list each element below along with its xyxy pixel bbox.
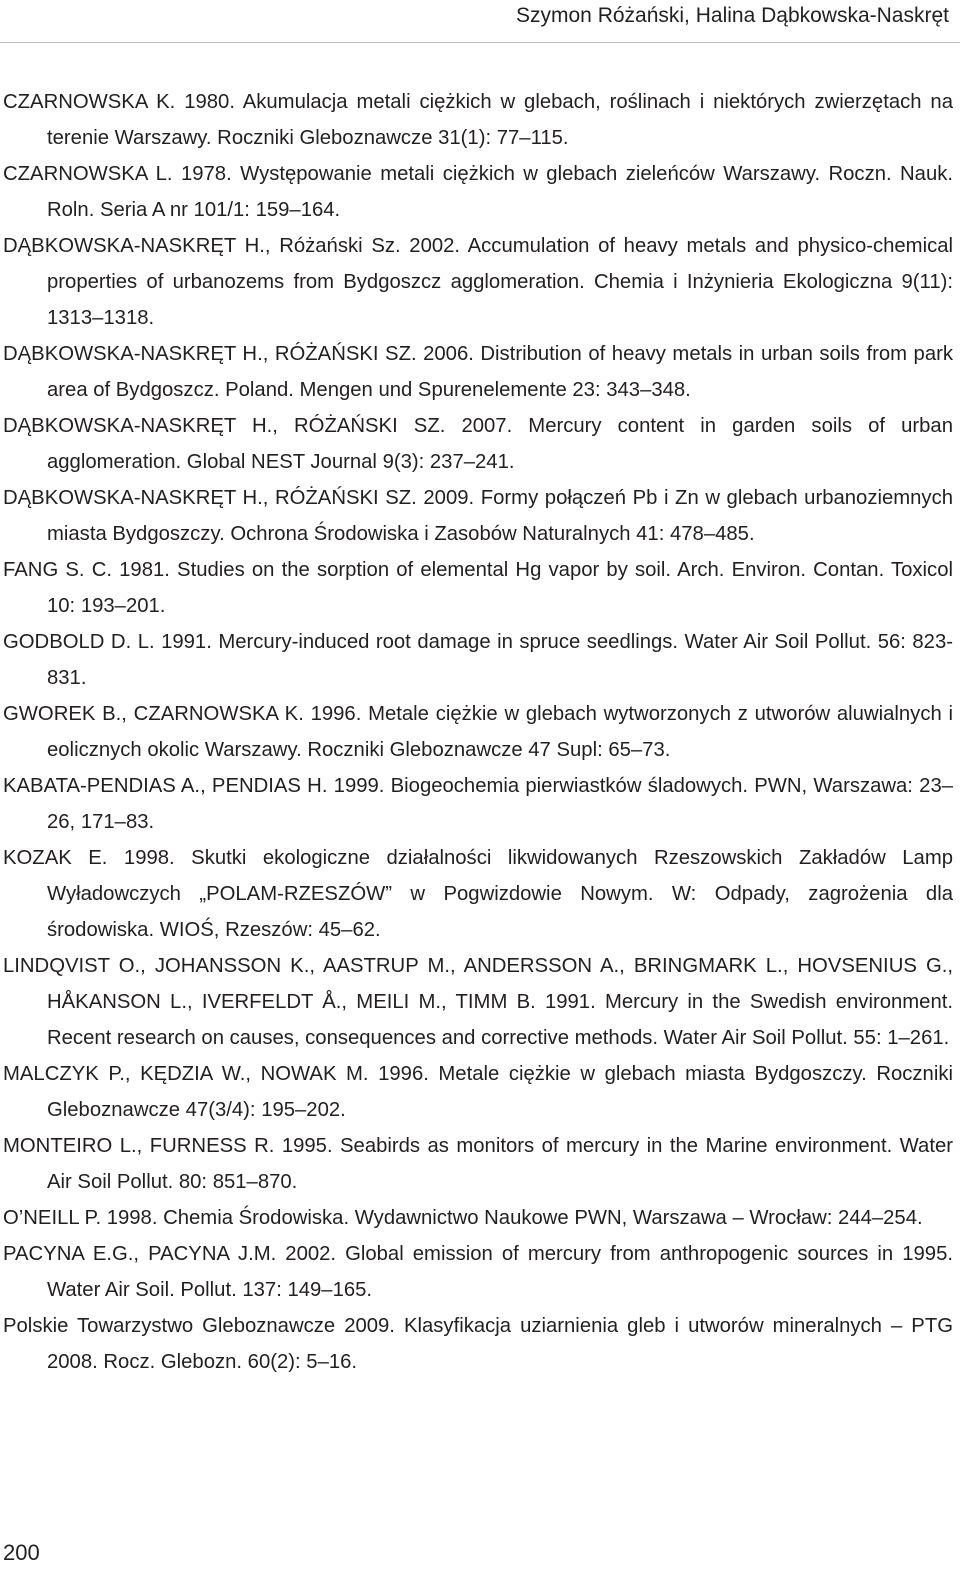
- reference-item: DĄBKOWSKA-NASKRĘT H., RÓŻAŃSKI SZ. 2009. Formy połączeń Pb i Zn w glebach urbanoziemnych miasta Bydgoszczy. Ochrona Środowiska i Zasobów Naturalnych 41: 478–485.: [3, 487, 953, 545]
- reference-item: MONTEIRO L., FURNESS R. 1995. Seabirds as monitors of mercury in the Marine environment. Water Air Soil Pollut. 80: 851–870.: [3, 1135, 953, 1193]
- header-divider: [0, 42, 960, 43]
- reference-item: PACYNA E.G., PACYNA J.M. 2002. Global emission of mercury from anthropogenic sources in 1995. Water Air Soil. Pollut. 137: 149–165.: [3, 1243, 953, 1301]
- reference-item: KABATA-PENDIAS A., PENDIAS H. 1999. Biogeochemia pierwiastków śladowych. PWN, Warszawa: 23–26, 171–83.: [3, 775, 953, 833]
- reference-item: CZARNOWSKA L. 1978. Występowanie metali ciężkich w glebach zieleńców Warszawy. Roczn. Nauk. Roln. Seria A nr 101/1: 159–164.: [3, 163, 953, 221]
- reference-item: DĄBKOWSKA-NASKRĘT H., RÓŻAŃSKI SZ. 2006. Distribution of heavy metals in urban soils from park area of Bydgoszcz. Poland. Mengen und Spurenelemente 23: 343–348.: [3, 343, 953, 401]
- reference-item: MALCZYK P., KĘDZIA W., NOWAK M. 1996. Metale ciężkie w glebach miasta Bydgoszczy. Roczniki Gleboznawcze 47(3/4): 195–202.: [3, 1063, 953, 1121]
- reference-item: KOZAK E. 1998. Skutki ekologiczne działalności likwidowanych Rzeszowskich Zakładów Lamp Wyładowczych „POLAM-RZESZÓW” w Pogwizdowie Nowym. W: Odpady, zagrożenia dla środowiska. WIOŚ, Rzeszów: 45–62.: [3, 847, 953, 941]
- reference-list: [3, 84, 953, 1380]
- reference-item: GODBOLD D. L. 1991. Mercury-induced root damage in spruce seedlings. Water Air Soil Pollut. 56: 823-831.: [3, 631, 953, 689]
- reference-item: Polskie Towarzystwo Gleboznawcze 2009. Klasyfikacja uziarnienia gleb i utworów mineralnych – PTG 2008. Rocz. Glebozn. 60(2): 5–16.: [3, 1315, 953, 1373]
- reference-item: CZARNOWSKA K. 1980. Akumulacja metali ciężkich w glebach, roślinach i niektórych zwierzętach na terenie Warszawy. Roczniki Gleboznawcze 31(1): 77–115.: [3, 91, 953, 149]
- reference-item: DĄBKOWSKA-NASKRĘT H., RÓŻAŃSKI SZ. 2007. Mercury content in garden soils of urban agglomeration. Global NEST Journal 9(3): 237–241.: [3, 415, 953, 473]
- running-header: Szymon Różański, Halina Dąbkowska-Naskręt: [516, 4, 949, 27]
- reference-item: LINDQVIST O., JOHANSSON K., AASTRUP M., ANDERSSON A., BRINGMARK L., HOVSENIUS G., HÅKANSON L., IVERFELDT Å., MEILI M., TIMM B. 1991. Mercury in the Swedish environment. Recent research on causes, consequences and corrective methods. Water Air Soil Pollut. 55: 1–261.: [3, 955, 953, 1049]
- page-number: 200: [3, 1540, 40, 1565]
- reference-item: O’NEILL P. 1998. Chemia Środowiska. Wydawnictwo Naukowe PWN, Warszawa – Wrocław: 244–254.: [3, 1207, 923, 1229]
- reference-item: DĄBKOWSKA-NASKRĘT H., Różański Sz. 2002. Accumulation of heavy metals and physico-chemical properties of urbanozems from Bydgoszcz agglomeration. Chemia i Inżynieria Ekologiczna 9(11): 1313–1318.: [3, 235, 953, 329]
- reference-item: FANG S. C. 1981. Studies on the sorption of elemental Hg vapor by soil. Arch. Environ. Contan. Toxicol 10: 193–201.: [3, 559, 953, 617]
- reference-item: GWOREK B., CZARNOWSKA K. 1996. Metale ciężkie w glebach wytworzonych z utworów aluwialnych i eolicznych okolic Warszawy. Roczniki Gleboznawcze 47 Supl: 65–73.: [3, 703, 953, 761]
